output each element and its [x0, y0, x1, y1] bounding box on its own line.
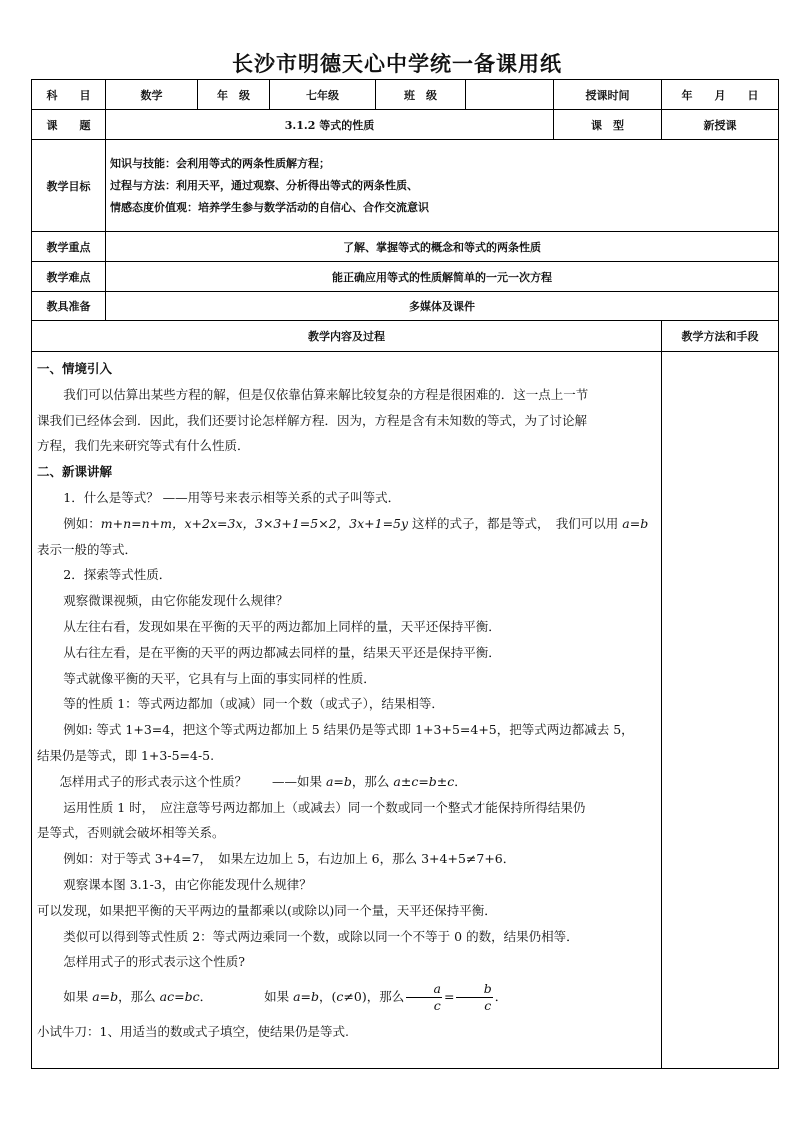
intro-paragraph-line2: 课我们已经体会到．因此，我们还要讨论怎样解方程．因为，方程是含有未知数的等式，为了讨论解	[37, 412, 588, 428]
observe-figure: 观察课本图 3.1-3，由它你能发现什么规律？	[63, 876, 312, 892]
formula-1-end: ．	[199, 989, 213, 1005]
property-2-formulas	[37, 975, 656, 1019]
objectives-row	[32, 140, 779, 232]
objective-attitude: 情感态度价值观：培养学生参与数学活动的自信心、合作交流意识	[110, 200, 429, 214]
formula-2-end: ．	[494, 989, 508, 1005]
grade-value: 七年级	[270, 80, 376, 110]
example-general-text: 表示一般的等式．	[37, 541, 138, 557]
time-label: 授课时间	[554, 80, 662, 110]
example-2-line2: 结果仍是等式，即 1+3-5=4-5.	[37, 747, 215, 763]
section-intro-heading: 一、情境引入	[37, 361, 113, 376]
find-rule: 可以发现，如果把平衡的天平两边的量都乘以(或除以)同一个量，天平还保持平衡．	[37, 902, 497, 918]
formula-2-c: c	[336, 989, 344, 1005]
right-to-left: 从右往左看，是在平衡的天平的两边都减去同样的量，结果天平还是保持平衡．	[63, 644, 501, 660]
how-express-1-math1: a=b	[325, 773, 352, 789]
tools-label: 教具准备	[32, 292, 106, 321]
section-new-lesson-heading: 二、新课讲解	[37, 464, 113, 480]
key-row	[32, 232, 779, 262]
formula-2-paren: ，(	[319, 989, 337, 1005]
example-3: 例如：对于等式 3+4=7， 如果左边加上 5，右边加上 6，那么 3+4+5≠7+6．	[63, 851, 516, 867]
intro-paragraph-line1: 我们可以估算出某些方程的解，但是仅依靠估算来解比较复杂的方程是很困难的．这一点上一节	[63, 386, 589, 402]
objective-knowledge: 知识与技能：会利用等式的两条性质解方程；	[110, 156, 330, 170]
method-header: 教学方法和手段	[662, 321, 779, 352]
header-row-2	[32, 110, 779, 140]
example-suffix: 这样的式子，都是等式， 我们可以用	[408, 515, 623, 531]
objectives-cell	[106, 140, 779, 232]
difficulty-value: 能正确应用等式的性质解简单的一元一次方程	[106, 262, 779, 292]
content-body	[32, 352, 662, 1069]
fraction-b-over-c	[456, 981, 492, 1014]
example-prefix: 例如：	[63, 515, 101, 531]
formula-1-math2: ac=bc	[159, 989, 200, 1005]
type-value: 新授课	[662, 110, 779, 140]
question-explore: 2．探索等式性质．	[63, 567, 172, 583]
class-label: 班 级	[376, 80, 466, 110]
how-express-1-end: ．	[454, 773, 467, 789]
formula-if-2: 如果	[264, 989, 294, 1005]
left-to-right: 从左往右看，发现如果在平衡的天平的两边都加上同样的量，天平还保持平衡．	[63, 618, 501, 634]
how-express-2: 怎样用式子的形式表示这个性质?	[63, 954, 245, 970]
time-value: 年 月 日	[662, 80, 779, 110]
example-equations: m+n=n+m，x+2x=3x，3×3+1=5×2，3x+1=5y	[100, 515, 409, 531]
key-value: 了解、掌握等式的概念和等式的两条性质	[106, 232, 779, 262]
use-property-1-line1: 运用性质 1 时， 应注意等号两边都加上（或减去）同一个数或同一个整式才能保持所得结果仍	[63, 799, 586, 815]
subject-value: 数学	[106, 80, 198, 110]
objective-process: 过程与方法：利用天平，通过观察、分析得出等式的两条性质、	[110, 178, 418, 192]
how-express-1-then: ，那么	[351, 773, 394, 789]
topic-value: 3.1.2 等式的性质	[106, 110, 554, 140]
fraction-a-over-c	[406, 981, 442, 1014]
type-label: 课 型	[554, 110, 662, 140]
objectives-label: 教学目标	[32, 140, 106, 232]
subject-label: 科 目	[32, 80, 106, 110]
property-1: 等的性质 1：等式两边都加（或减）同一个数（或式子），结果相等．	[63, 696, 444, 712]
fraction-1-numerator: a	[406, 981, 442, 998]
formula-2-then: ≠0)，那么	[343, 989, 405, 1005]
property-2: 类似可以得到等式性质 2：等式两边乘同一个数，或除以同一个不等于 0 的数，结果仍相等．	[63, 928, 579, 944]
topic-label: 课 题	[32, 110, 106, 140]
grade-label: 年 级	[198, 80, 270, 110]
example-2-line1: 例如: 等式 1+3=4，把这个等式两边都加上 5 结果仍是等式即 1+3+5=4+5，把等式两边都减去 5，	[63, 722, 634, 738]
how-express-1	[37, 769, 656, 795]
method-body	[662, 352, 779, 1069]
tools-value: 多媒体及课件	[106, 292, 779, 321]
content-header: 教学内容及过程	[32, 321, 662, 352]
example-equations-line	[37, 511, 656, 537]
how-express-1-math2: a±c=b±c	[393, 773, 455, 789]
example-general-form: a=b	[622, 515, 649, 531]
page-title: 长沙市明德天心中学统一备课用纸	[232, 52, 562, 76]
how-express-1-text: 怎样用式子的形式表示这个性质？ ——如果	[59, 773, 326, 789]
formula-2-math1: a=b	[293, 989, 320, 1005]
formula-if-1: 如果	[63, 989, 93, 1005]
formula-1-math1: a=b	[92, 989, 119, 1005]
header-row-1	[32, 80, 779, 110]
formula-1-then: ，那么	[118, 989, 160, 1005]
fraction-2-denominator: c	[484, 998, 492, 1014]
observe-video: 观察微课视频，由它你能发现什么规律？	[63, 593, 289, 609]
difficulty-row	[32, 262, 779, 292]
practice-task: 小试牛刀：1、用适当的数或式子填空，使结果仍是等式.	[37, 1024, 349, 1040]
content-row	[32, 352, 779, 1069]
key-label: 教学重点	[32, 232, 106, 262]
fraction-equals: =	[443, 989, 455, 1005]
use-property-1-line2: 是等式，否则就会破坏相等关系。	[37, 825, 225, 841]
fraction-1-denominator: c	[433, 998, 441, 1014]
tools-row	[32, 292, 779, 321]
lesson-plan-table	[31, 79, 779, 1069]
class-value	[466, 80, 554, 110]
difficulty-label: 教学难点	[32, 262, 106, 292]
content-header-row	[32, 321, 779, 352]
balance-analogy: 等式就像平衡的天平，它具有与上面的事实同样的性质．	[63, 670, 376, 686]
question-what-is-equation: 1．什么是等式？ ——用等号来表示相等关系的式子叫等式．	[63, 489, 401, 505]
fraction-2-numerator: b	[456, 981, 492, 998]
intro-paragraph-line3: 方程，我们先来研究等式有什么性质．	[37, 438, 250, 454]
